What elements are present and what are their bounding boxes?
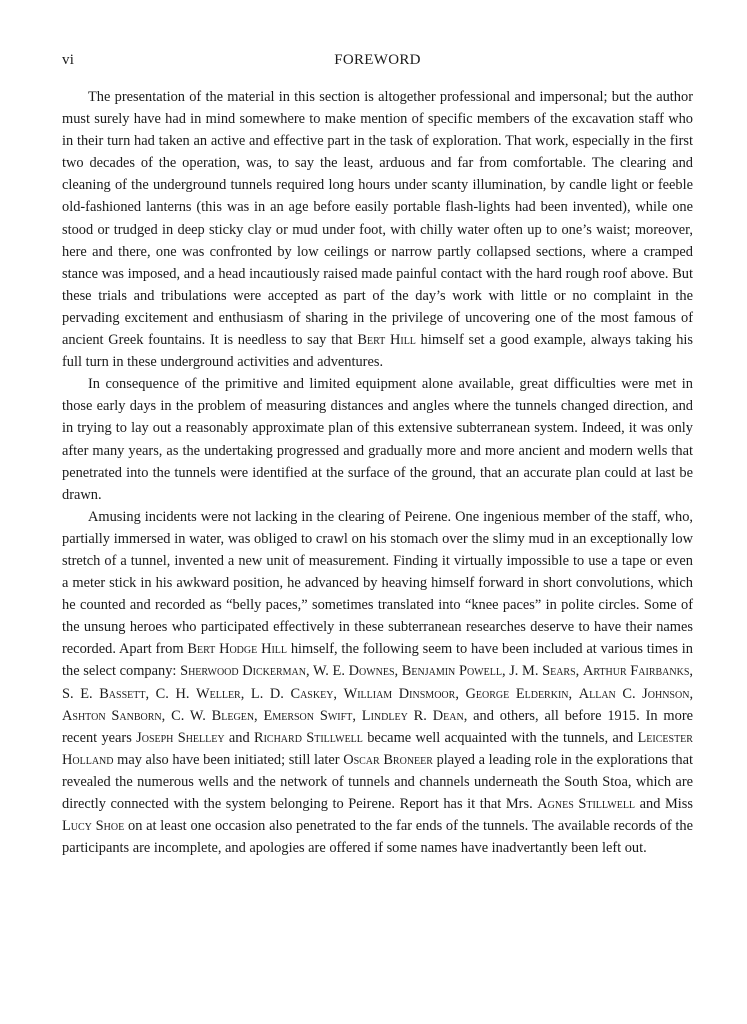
text-run: , [352, 707, 362, 724]
text-run: , [575, 663, 583, 680]
text-run: The presentation of the material in this section is altogether professional and impersonal; but the author must surely have had in mind somewhere to make mention of specific members of the excavation staff who in their turn had taken an active and effective part in the task of exploration. That work, especially in the first two decades of the operation, was, to say the least, arduous and far from comfortable. The clearing and cleaning of the underground tunnels required long hours under scanty illumination, by candle light or feeble old-fashioned lanterns (this was in an age before easily portable flash-lights had been invented), while one stood or trudged in deep sticky clay or mud under foot, with chilly water often up to one’s waist; moreover, here and there, one was confronted by low ceilings or narrow partly collapsed sections, where a cramped stance was imposed, and a head incautiously raised made painful contact with the hard rough roof above. But these trials and tribulations were accepted as part of the day’s work with little or no complaint in the pervading excitement and enthusiasm of sharing in the privilege of uncovering one of the most famous of ancient Greek fountains. It is needless to say that [62, 89, 693, 349]
text-run: himself set a good example, always taking his full turn in these underground activities and adventures. [62, 332, 694, 371]
personal-name: Agnes Stillwell [537, 796, 636, 812]
text-run: , C. H. [145, 685, 197, 702]
personal-name: George Elderkin [465, 685, 569, 702]
text-run: , [333, 685, 344, 702]
body-text [62, 86, 693, 859]
text-run: , J. M. [501, 663, 543, 680]
text-run: Amusing incidents were not lacking in the clearing of Peirene. One ingenious member of the staff, who, partially immersed in water, was obliged to crawl on his stomach over the slimy mud in an exceptionally low stretch of a tunnel, invented a new unit of measurement. Finding it virtually impossible to use a tape or even a meter stick in his awkward position, he advanced by heaving himself forward in short convolutions, which he counted and recorded as “belly paces,” sometimes translated into “knee paces” in polite circles. Some of the unsung heroes who participated effectively in these subterranean researches deserve to have their names recorded. Apart from [62, 508, 693, 658]
text-run: , S. E. [62, 663, 694, 702]
paragraph [62, 86, 693, 373]
text-run: became well acquainted with the tunnels, and [362, 729, 638, 746]
paragraph [62, 506, 693, 860]
running-title: FOREWORD [334, 52, 421, 68]
text-run: , [254, 707, 264, 724]
personal-name: William Dinsmoor [343, 685, 456, 702]
text-run: himself, the following seem to have been included at various times in the select company: [62, 641, 694, 680]
text-run: may also have been initiated; still later [113, 751, 344, 768]
text-run: , [394, 663, 402, 680]
page-header [62, 52, 693, 74]
text-run: on at least one occasion also penetrated to the far ends of the tunnels. The available records of the participants are incomplete, and apologies are offered if some names have inadvertantly been left out. [62, 818, 693, 857]
personal-name: Weller [196, 685, 241, 702]
personal-name: Caskey [290, 685, 334, 702]
text-run: , [689, 685, 694, 702]
personal-name: Oscar Broneer [343, 751, 433, 768]
text-run: , L. D. [240, 685, 291, 702]
paragraph [62, 373, 693, 506]
text-run: and Miss [635, 796, 693, 812]
personal-name: Joseph Shelley [136, 729, 225, 746]
personal-name: Allan C. Johnson [578, 685, 690, 702]
text-run: , [455, 685, 466, 702]
personal-name: Bassett [99, 685, 146, 702]
personal-name: Lindley R. Dean [361, 707, 464, 724]
personal-name: Ashton Sanborn [62, 707, 162, 724]
text-run: , [568, 685, 579, 702]
page-number: vi [62, 52, 75, 68]
personal-name: Bert Hill [357, 332, 416, 349]
text-run: , C. W. [161, 707, 212, 724]
text-run: played a leading role in the explorations that revealed the numerous wells and the network of tunnels and channels underneath the South Stoa, which are directly connected with the system belonging to Peirene. Report has it that Mrs. [62, 751, 693, 812]
personal-name: Richard Stillwell [253, 729, 363, 746]
personal-name: Sears [542, 663, 576, 680]
personal-name: Blegen [211, 707, 255, 724]
personal-name: Leicester Holland [62, 729, 693, 768]
personal-name: Benjamin Powell [401, 663, 502, 680]
personal-name: Downes [348, 663, 395, 680]
text-run: , and others, all before 1915. In more recent years [62, 707, 694, 746]
personal-name: Lucy Shoe [62, 818, 125, 835]
personal-name: Sherwood Dickerman [180, 663, 307, 680]
text-run: , W. E. [306, 663, 349, 680]
personal-name: Arthur Fairbanks [582, 663, 690, 680]
text-run: and [224, 729, 254, 746]
text-run: In consequence of the primitive and limited equipment alone available, great difficulties were met in those early days in the problem of measuring distances and angles where the tunnels changed direction, and in trying to lay out a reasonably approximate plan of this extensive subterranean system. Indeed, it was only after many years, as the undertaking progressed and gradually more and more ancient and modern wells that penetrated into the tunnels were identified at the surface of the ground, that an accurate plan could at last be drawn. [62, 376, 693, 503]
personal-name: Bert Hodge Hill [187, 641, 288, 658]
personal-name: Emerson Swift [263, 707, 353, 724]
